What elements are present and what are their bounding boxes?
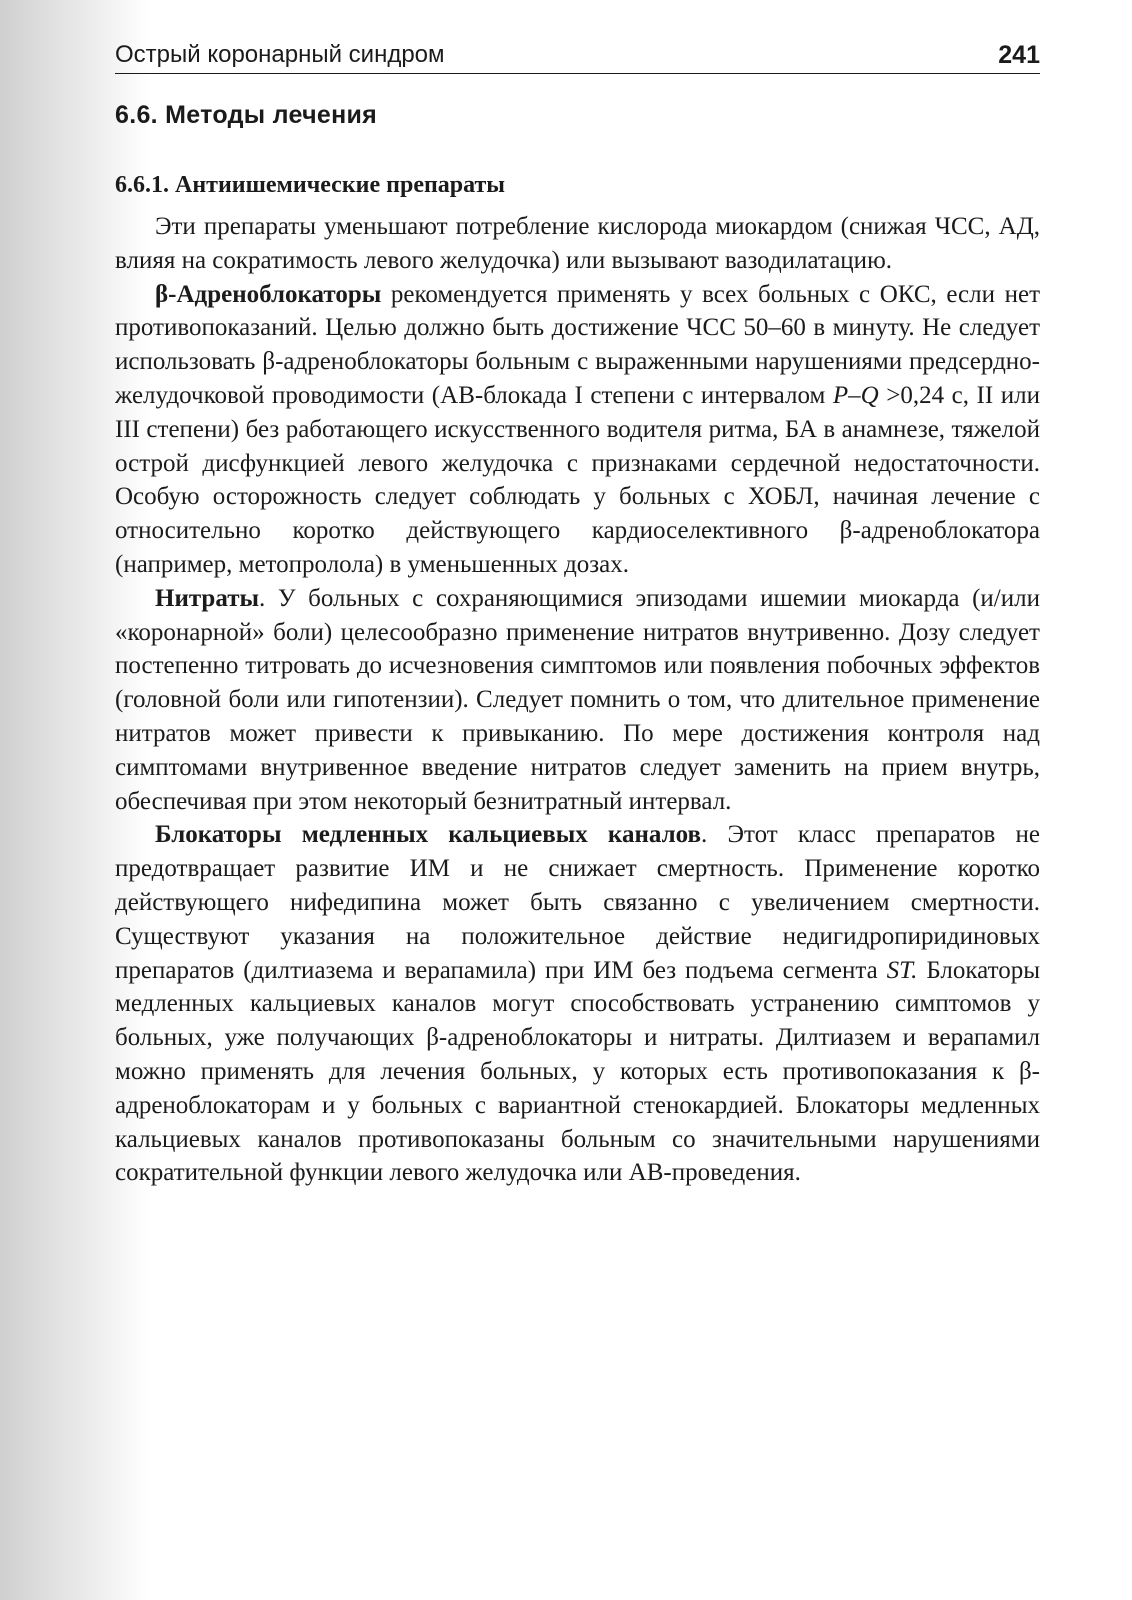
- paragraph-nitrates-text: . У больных с сохраняющимися эпизодами ишемии миокарда (и/или «коронарной» боли) целесообразно применение нитратов внутривенно. Дозу следует постепенно титровать до исчезновения симптомов или появления побочных эффектов (головной боли или гипотензии). Следует помнить о том, что длительное применение нитратов может привести к привыканию. По мере достижения контроля над симптомами внутривенное введение нитратов следует заменить на прием внутрь, обеспечивая при этом некоторый безнитратный интервал.: [115, 584, 1040, 815]
- section-heading: 6.6. Методы лечения: [115, 101, 378, 129]
- page-number: 241: [998, 41, 1040, 69]
- pq-interval-term: P–Q: [832, 381, 879, 409]
- paragraph-calcium-channel-blockers: [115, 818, 1040, 1190]
- paragraph-calcium-text-1: . Этот класс препаратов не предотвращает развитие ИМ и не снижает смертность. Применение коротко действующего нифедипина может быть связанно с увеличением смертности. Существуют указания на положительное действие недигидропиридиновых препаратов (дилтиазема и верапамила) при ИМ без подъема сегмента: [115, 821, 1040, 984]
- paragraph-beta-blockers-text-1: рекомендуется применять у всех больных с ОКС, если нет противопоказаний. Целью должно быть достижение ЧСС 50–60 в минуту. Не следует использовать β-адреноблокаторы больным с выраженными нарушениями предсердно-желудочковой проводимости (АВ-блокада I степени с интервалом: [115, 280, 1040, 409]
- book-page: [115, 40, 1040, 1190]
- paragraph-intro: [115, 210, 1040, 278]
- term-beta-blockers: β-Адреноблокаторы: [155, 280, 382, 308]
- paragraph-beta-blockers-text-2: >0,24 с, II или III степени) без работающего искусственного водителя ритма, БА в анамнезе, тяжелой острой дисфункцией левого желудочка с признаками сердечной недостаточности. Особую осторожность следует соблюдать у больных с ХОБЛ, начиная лечение с относительно коротко действующего кардиоселективного β-адреноблокатора (например, метопролола) в уменьшенных дозах.: [115, 381, 1040, 578]
- st-segment-term: ST.: [886, 956, 918, 984]
- running-header: [115, 40, 1040, 74]
- term-calcium-channel-blockers: Блокаторы медленных кальциевых каналов: [155, 821, 701, 849]
- running-title: Острый коронарный синдром: [115, 41, 445, 68]
- term-nitrates: Нитраты: [155, 584, 259, 612]
- paragraph-intro-text: Эти препараты уменьшают потребление кислорода миокардом (снижая ЧСС, АД, влияя на сократимость левого желудочка) или вызывают вазодилатацию.: [115, 213, 1040, 274]
- subsection-heading: 6.6.1. Антиишемические препараты: [115, 172, 506, 198]
- paragraph-calcium-text-2: Блокаторы медленных кальциевых каналов могут способствовать устранению симптомов у больных, уже получающих β-адреноблокаторы и нитраты. Дилтиазем и верапамил можно применять для лечения больных, у которых есть противопоказания к β-адреноблокаторам и у больных с вариантной стенокардией. Блокаторы медленных кальциевых каналов противопоказаны больным со значительными нарушениями сократительной функции левого желудочка или АВ-проведения.: [115, 956, 1040, 1187]
- paragraph-beta-blockers: [115, 278, 1040, 582]
- body-text: [115, 210, 1040, 1190]
- paragraph-nitrates: [115, 582, 1040, 819]
